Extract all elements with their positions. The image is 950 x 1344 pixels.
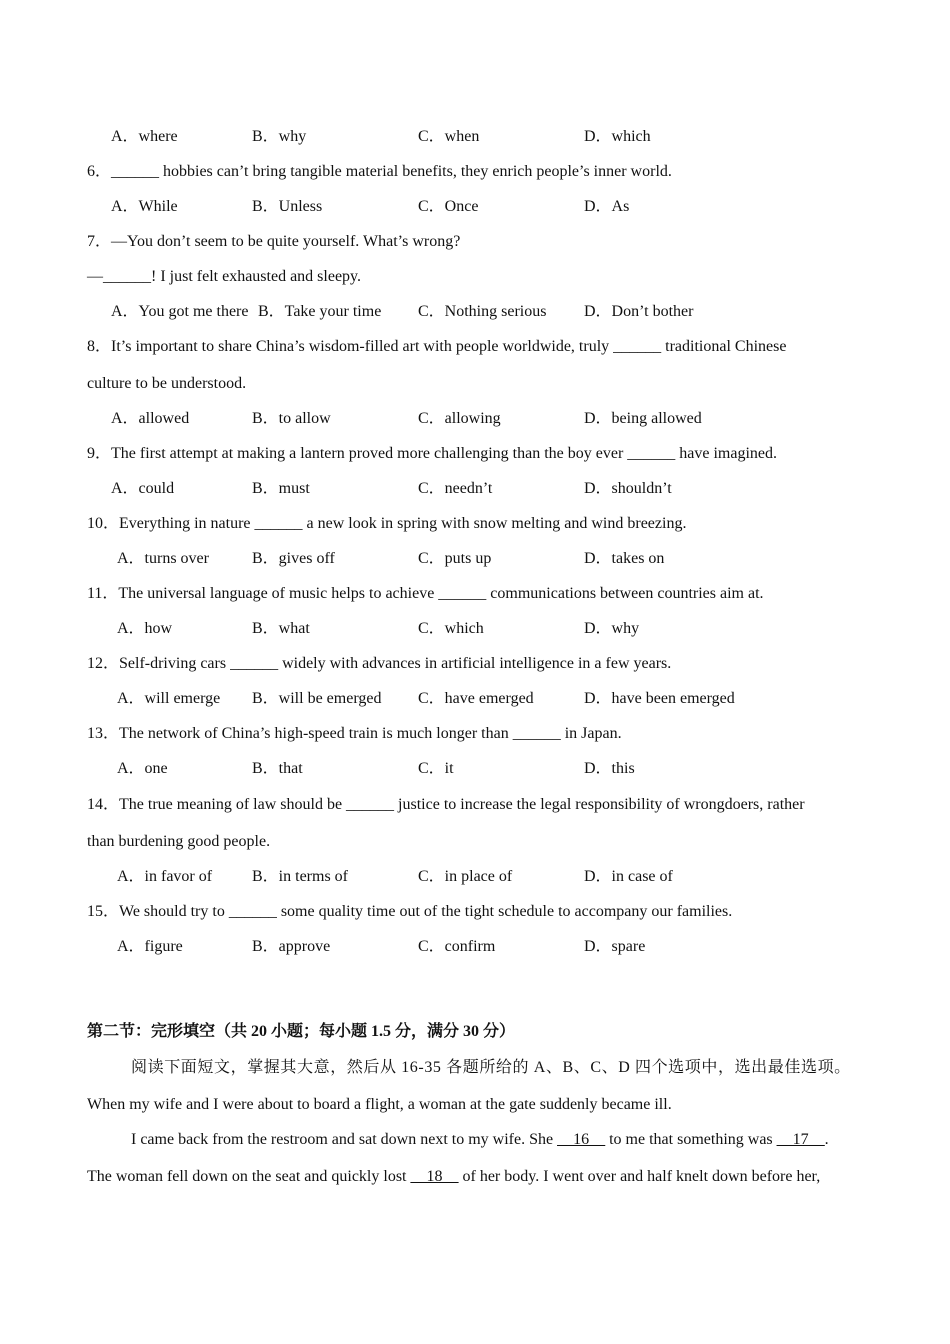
option-c: C．when	[418, 128, 480, 145]
passage-paragraph-2	[131, 1130, 829, 1150]
question-9-stem: 9．The first attempt at making a lantern proved more challenging than the boy ever ______ have imagined.	[87, 445, 778, 462]
option-b: B．Unless	[252, 198, 323, 215]
option-d: D．being allowed	[584, 410, 702, 427]
option-a: A．where	[111, 128, 178, 145]
option-c: C．allowing	[418, 410, 501, 427]
option-d: D．which	[584, 128, 651, 145]
option-a: A．could	[111, 480, 175, 497]
question-10-stem: 10．Everything in nature ______ a new look in spring with snow melting and wind breezing.	[87, 515, 687, 532]
option-a: A．in favor of	[117, 868, 213, 885]
passage-paragraph-3	[87, 1167, 820, 1187]
option-a: A．allowed	[111, 410, 190, 427]
option-b: B．Take your time	[258, 303, 382, 320]
option-c: C．have emerged	[418, 690, 534, 707]
question-7-stem: 7．—You don’t seem to be quite yourself. What’s wrong?	[87, 233, 461, 250]
option-c: C．puts up	[418, 550, 492, 567]
section-instruction: 阅读下面短文，掌握其大意，然后从 16-35 各题所给的 A、B、C、D 四个选项中，选出最佳选项。	[131, 1059, 851, 1076]
option-d: D．spare	[584, 938, 646, 955]
option-d: D．have been emerged	[584, 690, 735, 707]
question-11-stem: 11．The universal language of music helps to achieve ______ communications between countries aim at.	[87, 585, 764, 602]
question-12-stem: 12．Self-driving cars ______ widely with advances in artificial intelligence in a few years.	[87, 655, 672, 672]
option-b: B．must	[252, 480, 310, 497]
option-d: D．why	[584, 620, 640, 637]
option-d: D．this	[584, 760, 635, 777]
option-c: C．it	[418, 760, 454, 777]
option-a: A．While	[111, 198, 178, 215]
question-7-reply: —______! I just felt exhausted and sleepy.	[87, 268, 362, 285]
option-b: B．approve	[252, 938, 331, 955]
question-8-stem-cont: culture to be understood.	[87, 375, 247, 392]
passage-text: to me that something was	[605, 1131, 777, 1148]
option-a: A．You got me there	[111, 303, 249, 320]
passage-text: I came back from the restroom and sat down next to my wife. She	[131, 1131, 558, 1148]
option-b: B．why	[252, 128, 307, 145]
blank-17: __17__	[776, 1131, 825, 1148]
option-c: C．which	[418, 620, 484, 637]
option-d: D．Don’t bother	[584, 303, 694, 320]
passage-text: The woman fell down on the seat and quickly lost	[87, 1168, 411, 1185]
option-c: C．Once	[418, 198, 479, 215]
option-d: D．As	[584, 198, 630, 215]
option-b: B．what	[252, 620, 310, 637]
option-b: B．that	[252, 760, 303, 777]
option-b: B．gives off	[252, 550, 335, 567]
option-c: C．needn’t	[418, 480, 493, 497]
blank-18: __18__	[410, 1168, 459, 1185]
question-6-stem: 6．______ hobbies can’t bring tangible material benefits, they enrich people’s inner world.	[87, 163, 672, 180]
option-c: C．confirm	[418, 938, 496, 955]
option-a: A．will emerge	[117, 690, 221, 707]
passage-text: .	[824, 1131, 829, 1148]
blank-16: __16__	[557, 1131, 606, 1148]
option-b: B．to allow	[252, 410, 331, 427]
passage-paragraph-1: When my wife and I were about to board a flight, a woman at the gate suddenly became ill.	[87, 1096, 672, 1113]
option-d: D．shouldn’t	[584, 480, 672, 497]
option-d: D．takes on	[584, 550, 665, 567]
option-a: A．turns over	[117, 550, 209, 567]
option-a: A．one	[117, 760, 168, 777]
option-a: A．how	[117, 620, 173, 637]
option-a: A．figure	[117, 938, 183, 955]
option-c: C．in place of	[418, 868, 513, 885]
question-13-stem: 13．The network of China’s high-speed train is much longer than ______ in Japan.	[87, 725, 622, 742]
option-b: B．in terms of	[252, 868, 348, 885]
option-b: B．will be emerged	[252, 690, 382, 707]
option-d: D．in case of	[584, 868, 673, 885]
question-15-stem: 15．We should try to ______ some quality time out of the tight schedule to accompany our families.	[87, 903, 733, 920]
question-14-stem: 14．The true meaning of law should be ______ justice to increase the legal responsibility of wrongdoers, rather	[87, 796, 805, 813]
question-8-stem: 8．It’s important to share China’s wisdom-filled art with people worldwide, truly ______ traditional Chinese	[87, 338, 787, 355]
question-14-stem-cont: than burdening good people.	[87, 833, 271, 850]
passage-text: of her body. I went over and half knelt down before her,	[458, 1168, 821, 1185]
section-heading: 第二节：完形填空（共 20 小题；每小题 1.5 分，满分 30 分）	[87, 1023, 516, 1040]
option-c: C．Nothing serious	[418, 303, 547, 320]
